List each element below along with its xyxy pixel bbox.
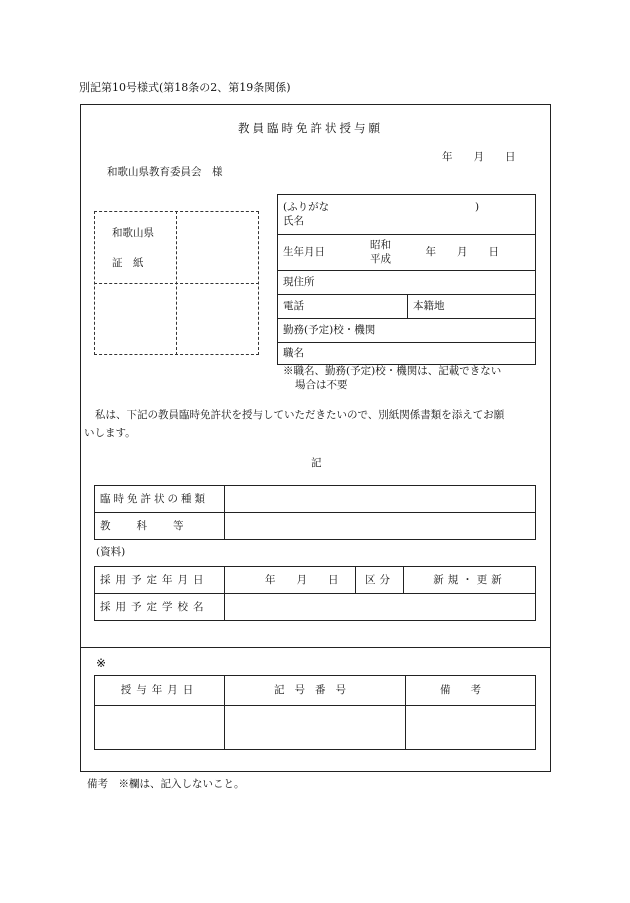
row-address bbox=[278, 271, 536, 295]
office-header-number: 記号番号 bbox=[225, 676, 406, 706]
note-line-1: ※職名、勤務(予定)校・機関は、記載できない bbox=[283, 365, 502, 377]
subject-row bbox=[95, 513, 536, 540]
furigana-close: ) bbox=[475, 201, 480, 213]
stamp-label-prefecture: 和歌山県 bbox=[112, 227, 154, 239]
school-label: 勤務(予定)校・機関 bbox=[283, 324, 376, 337]
office-remarks-value[interactable] bbox=[406, 706, 536, 750]
office-header-grant-date: 授与年月日 bbox=[95, 676, 225, 706]
job-label: 職名 bbox=[283, 347, 304, 360]
hire-date-units[interactable]: 年 月 日 bbox=[225, 567, 356, 594]
phone-cell[interactable] bbox=[278, 295, 408, 319]
office-header-remarks: 備考 bbox=[406, 676, 536, 706]
hire-date-label: 採用予定年月日 bbox=[95, 567, 225, 594]
era-heisei: 平成 bbox=[370, 252, 391, 265]
office-header-row bbox=[95, 676, 536, 706]
license-type-row bbox=[95, 486, 536, 513]
honseki-label: 本籍地 bbox=[413, 300, 445, 313]
stamp-box-hline bbox=[94, 283, 259, 284]
name-cell[interactable] bbox=[278, 195, 536, 235]
birth-label: 生年月日 bbox=[278, 235, 354, 271]
office-use-divider bbox=[80, 647, 551, 648]
application-date[interactable]: 年 月 日 bbox=[442, 151, 516, 163]
hire-table bbox=[94, 566, 536, 621]
shiryo-label: (資料) bbox=[96, 546, 126, 558]
kubun-value[interactable]: 新規・更新 bbox=[404, 567, 536, 594]
form-title: 教員臨時免許状授与願 bbox=[238, 121, 383, 135]
applicant-table bbox=[277, 194, 536, 365]
row-job bbox=[278, 343, 536, 365]
row-name bbox=[278, 195, 536, 235]
office-use-mark: ※ bbox=[96, 656, 107, 670]
birth-date-units[interactable]: 年 月 日 bbox=[408, 235, 536, 271]
subject-value[interactable] bbox=[225, 513, 536, 540]
request-line-2: いします。 bbox=[84, 427, 136, 439]
phone-label: 電話 bbox=[283, 300, 304, 313]
row-birth bbox=[278, 235, 536, 271]
era-showa: 昭和 bbox=[370, 238, 391, 251]
ki-label: 記 bbox=[311, 457, 322, 469]
hire-school-value[interactable] bbox=[225, 594, 536, 621]
form-reference: 別記第10号様式(第18条の2、第19条関係) bbox=[79, 81, 291, 94]
furigana-label: (ふりがな bbox=[283, 201, 330, 213]
license-type-value[interactable] bbox=[225, 486, 536, 513]
subject-label: 教科等 bbox=[95, 513, 225, 540]
office-grant-date-value[interactable] bbox=[95, 706, 225, 750]
era-cell[interactable] bbox=[354, 235, 408, 271]
license-table bbox=[94, 485, 536, 540]
office-number-value[interactable] bbox=[225, 706, 406, 750]
footer-remark: 備考 ※欄は、記入しないこと。 bbox=[87, 778, 245, 790]
note-line-2: 場合は不要 bbox=[295, 379, 348, 391]
address-cell[interactable] bbox=[278, 271, 536, 295]
address-label: 現住所 bbox=[283, 276, 315, 289]
honseki-cell[interactable] bbox=[408, 295, 536, 319]
job-cell[interactable] bbox=[278, 343, 536, 365]
addressee: 和歌山県教育委員会 様 bbox=[107, 166, 223, 178]
office-table bbox=[94, 675, 536, 750]
row-school bbox=[278, 319, 536, 343]
stamp-label-shoshi: 証 紙 bbox=[112, 257, 144, 269]
office-data-row bbox=[95, 706, 536, 750]
license-type-label: 臨時免許状の種類 bbox=[95, 486, 225, 513]
hire-school-row bbox=[95, 594, 536, 621]
kubun-label: 区分 bbox=[356, 567, 404, 594]
request-line-1: 私は、下記の教員臨時免許状を授与していただきたいので、別紙関係書類を添えてお願 bbox=[95, 409, 505, 421]
school-cell[interactable] bbox=[278, 319, 536, 343]
hire-school-label: 採用予定学校名 bbox=[95, 594, 225, 621]
hire-date-row bbox=[95, 567, 536, 594]
name-label: 氏名 bbox=[283, 215, 304, 228]
row-phone bbox=[278, 295, 536, 319]
